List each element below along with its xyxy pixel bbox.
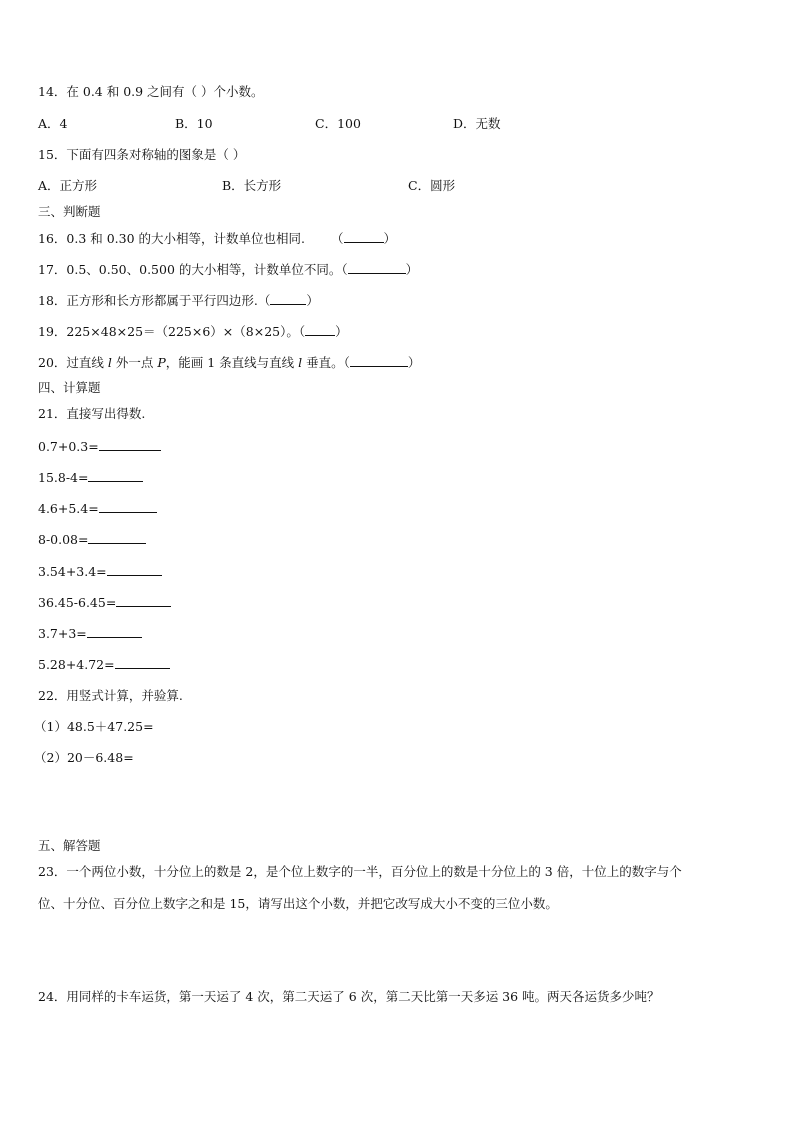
calc-item <box>38 563 162 580</box>
calc-item <box>38 469 143 486</box>
calc-item <box>38 594 171 611</box>
question-17-text: 17．0.5、0.50、0.500 的大小相等，计数单位不同。 <box>38 262 342 277</box>
calc-expression: 8-0.08= <box>38 532 89 547</box>
question-14-option-c: C．100 <box>315 116 361 131</box>
question-19 <box>38 323 348 340</box>
calc-expression: 0.7+0.3= <box>38 439 99 454</box>
calc-answer-blank[interactable] <box>116 594 171 607</box>
question-18 <box>38 292 319 309</box>
calc-expression: 3.7+3= <box>38 626 87 641</box>
question-23-line-2: 位、十分位、百分位上数字之和是 15，请写出这个小数，并把它改写成大小不变的三位小数。 <box>38 896 558 911</box>
question-16-answer-blank[interactable] <box>344 230 384 243</box>
question-16-text: 16．0.3 和 0.30 的大小相等，计数单位也相同. <box>38 231 306 246</box>
question-20-part-4: 垂直。 <box>302 355 344 370</box>
question-19-answer-blank[interactable] <box>305 323 335 336</box>
question-18-close-paren: ） <box>306 293 319 308</box>
calc-answer-blank[interactable] <box>99 500 157 513</box>
question-21-stem: 21．直接写出得数. <box>38 406 146 421</box>
question-17-answer-blank[interactable] <box>348 261 406 274</box>
question-17-open-paren: （ <box>341 262 348 277</box>
question-16-close-paren: ） <box>383 231 397 246</box>
question-20-part-1: 20．过直线 <box>38 355 108 370</box>
question-15-option-a: A．正方形 <box>38 178 98 193</box>
question-20-answer-blank[interactable] <box>350 354 408 367</box>
calc-answer-blank[interactable] <box>87 625 142 638</box>
question-17-close-paren: ） <box>405 262 419 277</box>
calc-item <box>38 438 161 455</box>
question-19-close-paren: ） <box>335 324 348 339</box>
calc-expression: 5.28+4.72= <box>38 657 115 672</box>
question-18-open-paren: （ <box>257 293 271 308</box>
question-24: 24．用同样的卡车运货，第一天运了 4 次，第二天运了 6 次，第二天比第一天多运 36 吨。两天各运货多少吨？ <box>38 989 660 1004</box>
question-20-part-3: ，能画 1 条直线与直线 <box>165 355 299 370</box>
question-14-stem: 14．在 0.4 和 0.9 之间有（ ）个小数。 <box>38 84 264 99</box>
question-19-open-paren: （ <box>298 324 306 339</box>
section-3-title: 三、判断题 <box>38 204 101 219</box>
calc-item <box>38 625 142 642</box>
calc-expression: 36.45-6.45= <box>38 595 117 610</box>
calc-answer-blank[interactable] <box>88 531 146 544</box>
section-5-title: 五、解答题 <box>38 838 101 853</box>
calc-item <box>38 656 170 673</box>
question-20 <box>38 354 420 371</box>
question-22-item-2: （2）20－6.48= <box>34 750 134 765</box>
question-14-option-a: A．4 <box>38 116 68 131</box>
question-15-option-b: B．长方形 <box>222 178 282 193</box>
question-16 <box>38 230 396 247</box>
question-20-open-paren: （ <box>343 355 350 370</box>
calc-item <box>38 500 157 517</box>
question-20-close-paren: ） <box>407 355 421 370</box>
line-l-symbol: l <box>107 355 112 370</box>
question-22-item-1: （1）48.5＋47.25= <box>34 719 154 734</box>
question-18-text: 18．正方形和长方形都属于平行四边形. <box>38 293 258 308</box>
calc-answer-blank[interactable] <box>88 469 143 482</box>
question-14-option-b: B．10 <box>175 116 213 131</box>
calc-answer-blank[interactable] <box>99 438 161 451</box>
question-14-option-d: D．无数 <box>453 116 501 131</box>
line-l-symbol-2: l <box>298 355 303 370</box>
question-15-option-c: C．圆形 <box>408 178 456 193</box>
calc-answer-blank[interactable] <box>107 563 162 576</box>
question-15-stem: 15．下面有四条对称轴的图象是（ ） <box>38 147 246 162</box>
question-22-stem: 22．用竖式计算，并验算. <box>38 688 183 703</box>
point-p-symbol: P <box>157 355 166 370</box>
calc-answer-blank[interactable] <box>115 656 170 669</box>
question-23-line-1: 23．一个两位小数，十分位上的数是 2，是个位上数字的一半，百分位上的数是十分位上的 3 倍，十位上的数字与个 <box>38 864 682 879</box>
question-18-answer-blank[interactable] <box>270 292 306 305</box>
calc-expression: 15.8-4= <box>38 470 89 485</box>
calc-item <box>38 531 146 548</box>
question-17 <box>38 261 418 278</box>
calc-expression: 3.54+3.4= <box>38 564 107 579</box>
question-16-open-paren: （ <box>331 231 344 246</box>
calc-expression: 4.6+5.4= <box>38 501 99 516</box>
question-19-text: 19．225×48×25＝（225×6）×（8×25）。 <box>38 324 299 339</box>
question-20-part-2: 外一点 <box>111 355 158 370</box>
section-4-title: 四、计算题 <box>38 380 101 395</box>
